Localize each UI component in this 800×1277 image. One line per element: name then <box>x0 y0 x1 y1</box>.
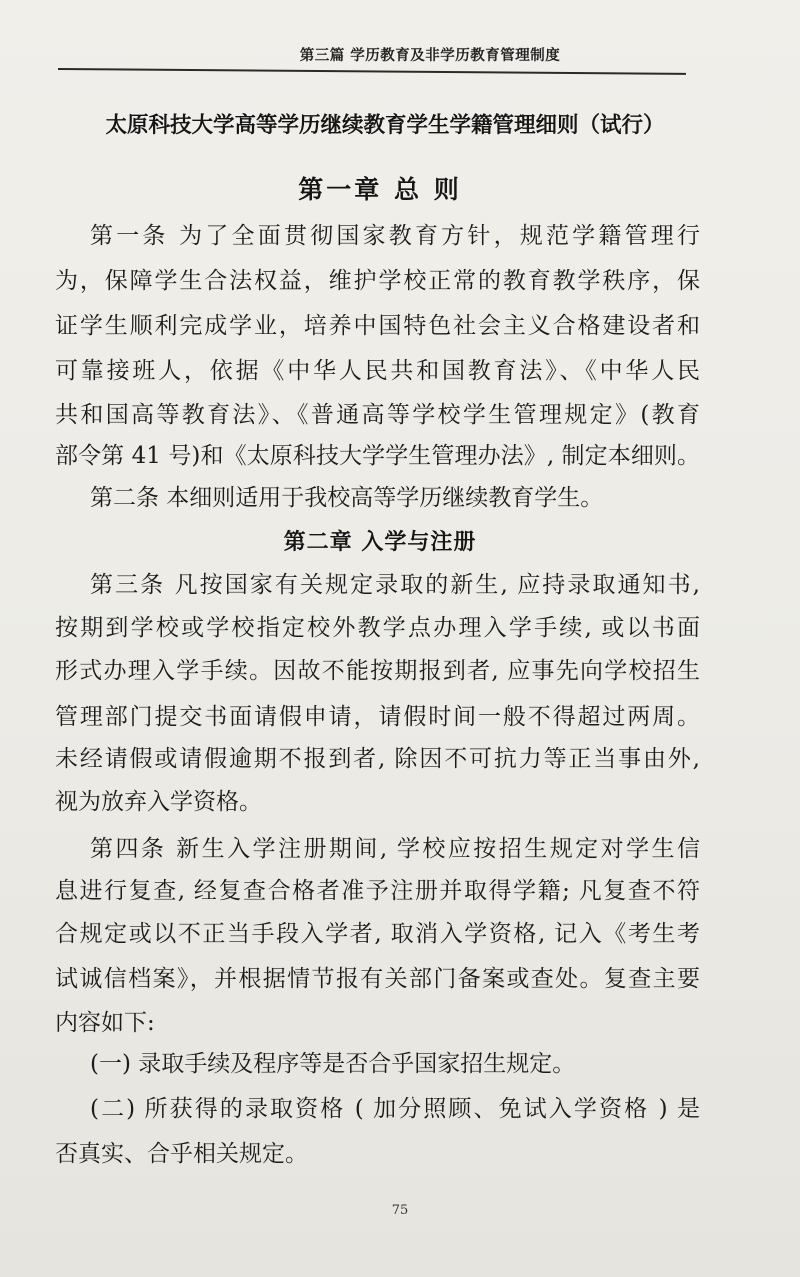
article-3-line: 视为放弃入学资格。 <box>55 789 262 815</box>
running-header: 第三篇 学历教育及非学历教育管理制度 <box>299 48 561 64</box>
chapter-1-heading: 第一章 总 则 <box>298 175 462 204</box>
article-1-line: 共和国高等教育法》、《普通高等学校学生管理规定》(教育 <box>55 402 700 428</box>
chapter-2-heading: 第二章 入学与注册 <box>283 530 477 555</box>
item-1-line: (一) 录取手续及程序等是否合乎国家招生规定。 <box>90 1051 576 1077</box>
item-2-line: 否真实、合乎相关规定。 <box>55 1141 308 1167</box>
article-3-line: 形式办理入学手续。因故不能按期报到者, 应事先向学校招生 <box>55 658 700 684</box>
article-4-line: 试诚信档案》，并根据情节报有关部门备案或查处。复查主要 <box>55 966 700 992</box>
header-rule <box>58 68 686 75</box>
article-4-line: 合规定或以不正当手段入学者, 取消入学资格, 记入《考生考 <box>55 921 700 947</box>
article-3-line: 按期到学校或学校指定校外教学点办理入学手续, 或以书面 <box>55 615 700 641</box>
article-4-line: 内容如下: <box>55 1010 155 1036</box>
article-1-line: 部令第 41 号)和《太原科技大学学生管理办法》, 制定本细则。 <box>55 443 700 469</box>
page-number: 75 <box>391 1203 409 1218</box>
article-1-line: 可靠接班人，依据《中华人民共和国教育法》、《中华人民 <box>55 358 700 384</box>
article-1-line: 第一条 为了全面贯彻国家教育方针，规范学籍管理行 <box>90 223 700 249</box>
article-4-line: 息进行复查, 经复查合格者准予注册并取得学籍; 凡复查不符 <box>55 878 700 904</box>
item-2-line: (二) 所获得的录取资格 ( 加分照顾、免试入学资格 ) 是 <box>90 1096 700 1122</box>
article-3-line: 管理部门提交书面请假申请，请假时间一般不得超过两周。 <box>55 704 700 730</box>
article-3-line: 第三条 凡按国家有关规定录取的新生, 应持录取通知书, <box>90 572 700 598</box>
article-1-line: 证学生顺利完成学业，培养中国特色社会主义合格建设者和 <box>55 313 700 339</box>
article-2-line: 第二条 本细则适用于我校高等学历继续教育学生。 <box>90 485 604 511</box>
article-3-line: 未经请假或请假逾期不报到者, 除因不可抗力等正当事由外, <box>55 746 700 772</box>
article-4-line: 第四条 新生入学注册期间, 学校应按招生规定对学生信 <box>90 836 700 862</box>
article-1-line: 为，保障学生合法权益，维护学校正常的教育教学秩序，保 <box>55 268 700 294</box>
document-title: 太原科技大学高等学历继续教育学生学籍管理细则（试行） <box>105 113 665 138</box>
